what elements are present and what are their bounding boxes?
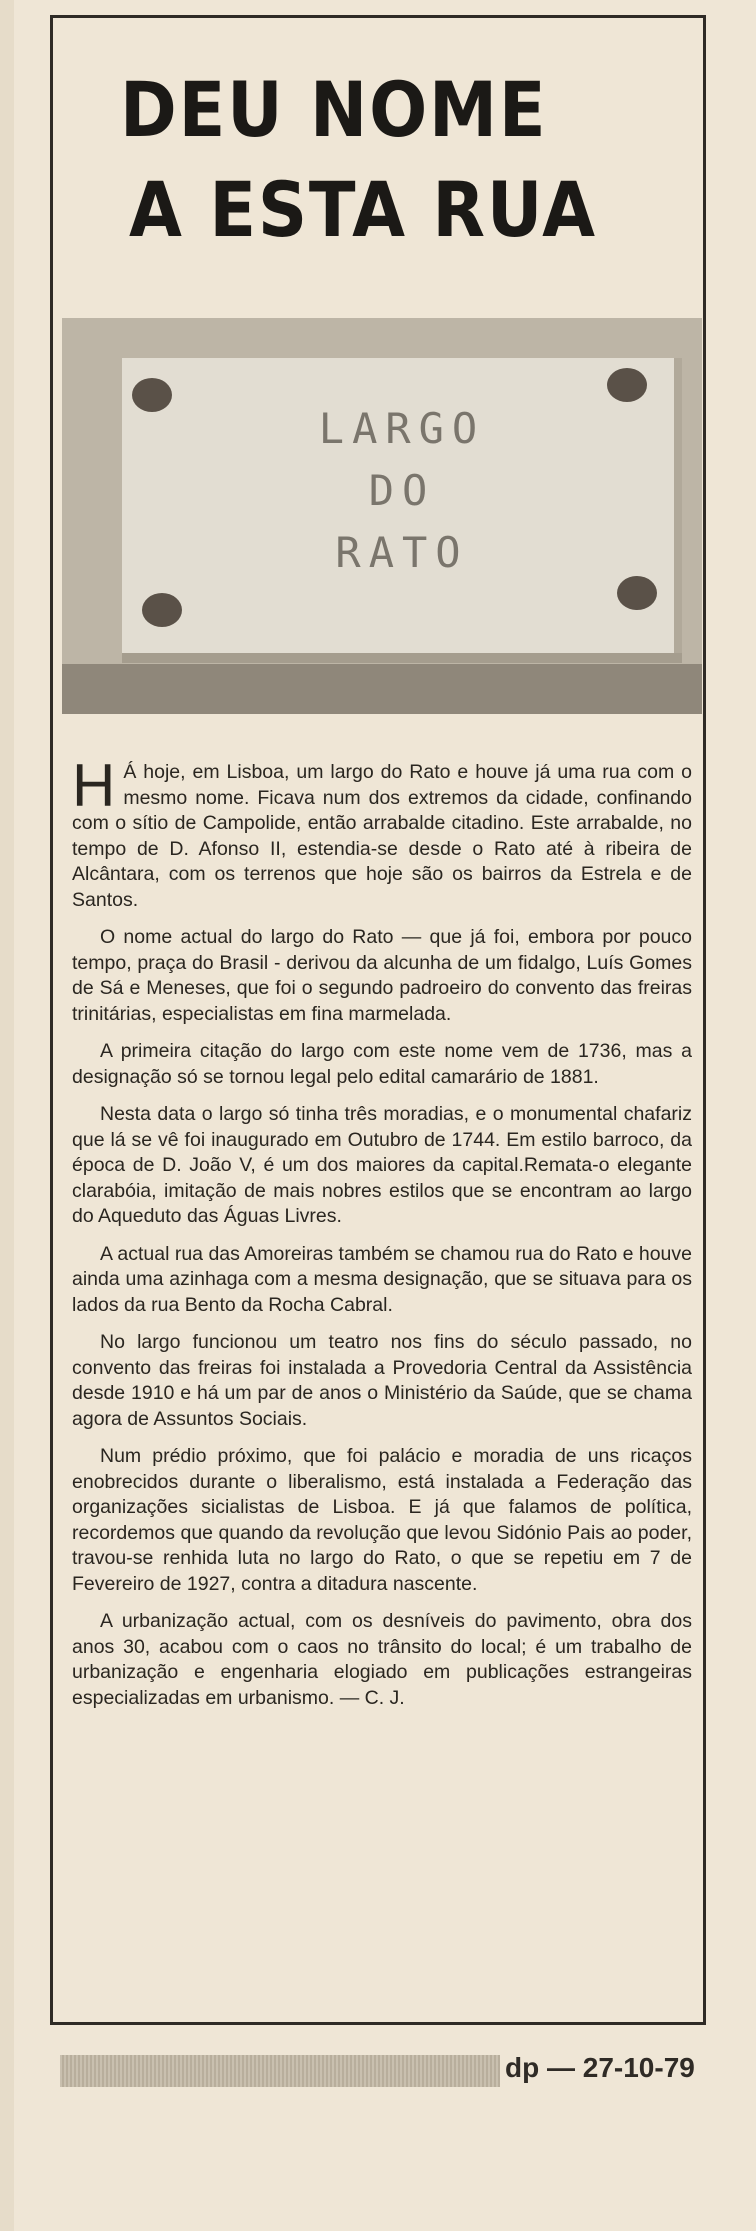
article-body [72,752,692,1723]
paragraph-text: Á hoje, em Lisboa, um largo do Rato e houve já uma rua com o mesmo nome. Ficava num dos extremos da cidade, confinando com o sítio de Campolide, então arrabalde citadino. Este arrabalde, no tempo de D. Afonso II, estendia-se desde o Rato até à ribeira de Alcântara, com os terrenos que hoje são os bairros da Estrela e de Santos. [72,761,692,911]
plaque-line-3: RATO [335,528,469,577]
plaque-bolt-icon [617,576,657,610]
plaque-bolt-icon [132,378,172,412]
article-paragraph-7: Num prédio próximo, que foi palácio e moradia de uns ricaços enobrecidos durante o liberalismo, está instalada a Federação das organizações sicialistas de Lisboa. E já que falamos de política, recordemos que quando da revolução que levou Sidónio Pais ao poder, travou-se renhida luta no largo do Rato, o que se repetiu em 7 de Fevereiro de 1927, contra a ditadura nascente. [72,1445,692,1595]
stone-ledge [62,664,702,714]
article-paragraph-1 [72,752,692,913]
paper-edge [0,0,14,2231]
street-sign-photo [62,318,702,714]
article-paragraph-6: No largo funcionou um teatro nos fins do século passado, no convento das freiras foi instalada a Provedoria Central da Assistência desde 1910 e há um par de anos o Ministério da Saúde, que se chama agora de Assuntos Sociais. [72,1331,692,1430]
plaque-line-1: LARGO [318,404,486,453]
headline-line-2: A ESTA RUA [129,165,597,254]
article-paragraph-8: A urbanização actual, com os desníveis do pavimento, obra dos anos 30, acabou com o caos no trânsito do local; é um trabalho de urbanização e engenharia elogiado em publicações estrangeiras especializadas em urbanismo. — C. J. [72,1610,692,1709]
article-paragraph-4: Nesta data o largo só tinha três moradias, e o monumental chafariz que lá se vê foi inaugurado em Outubro de 1744. Em estilo barroco, da época de D. João V, é um dos maiores da capital.Remata-o elegante clarabóia, imitação de mais nobres estilos que se encontram ao largo do Aqueduto das Águas Livres. [72,1103,692,1227]
plaque-line-2: DO [368,466,436,515]
footer-rule [60,2055,500,2087]
article-paragraph-2: O nome actual do largo do Rato — que já foi, embora por pouco tempo, praça do Brasil - derivou da alcunha de um fidalgo, Luís Gomes de Sá e Meneses, que foi o segundo padroeiro do convento das freiras trinitárias, especialistas em fina marmelada. [72,926,692,1025]
plaque-inscription [222,398,582,584]
article-paragraph-3: A primeira citação do largo com este nome vem de 1736, mas a designação só se tornou legal pelo edital camarário de 1881. [72,1040,692,1088]
drop-cap: H [72,752,116,819]
plaque-bolt-icon [607,368,647,402]
headline [120,60,624,260]
article-paragraph-5: A actual rua das Amoreiras também se chamou rua do Rato e houve ainda uma azinhaga com a mesma designação, que se situava para os lados da rua Bento da Rocha Cabral. [72,1242,692,1316]
headline-line-1: DEU NOME [120,65,548,154]
plaque-bolt-icon [142,593,182,627]
source-date: dp — 27-10-79 [505,2052,695,2083]
